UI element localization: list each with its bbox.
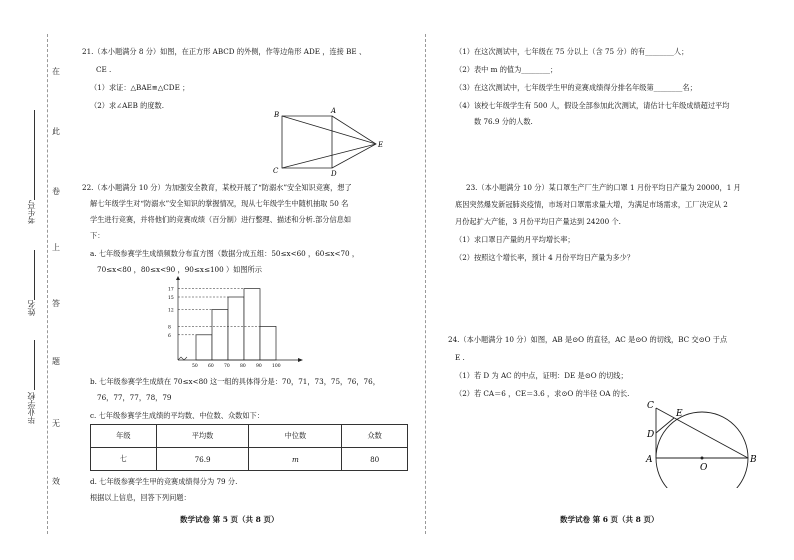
table-header-cell: 平均数: [156, 425, 249, 448]
frequency-histogram: [166, 276, 306, 368]
q23-line3: 月份起扩大产能，3 月份平均日产量达到 24200 个.: [455, 217, 621, 226]
school-label: 毕业学校: [27, 392, 36, 424]
q22-part4-line1: （4）该校七年级学生有 500 人，假设全部参加此次测试，请估计七年级成绩超过平均: [455, 101, 730, 110]
q23-part2: （2）按照这个增长率，预计 4 月份平均日产量为多少？: [455, 253, 635, 262]
binding-char: 无: [52, 419, 60, 428]
binding-char: 答: [52, 299, 60, 308]
q22-a-line2: 70≤x<80 ，80≤x<90 ，90≤x≤100 ）如图所示: [97, 265, 262, 274]
segment-ce: [282, 144, 376, 168]
table-cell: m: [249, 448, 342, 471]
label-e: E: [378, 141, 384, 149]
histogram-bar: [196, 335, 212, 360]
page-divider: [425, 34, 426, 534]
table-cell: 七: [91, 448, 157, 471]
q22-line1: 22.（本小题满分 10 分）为加强安全教育，某校开展了“防溺水”安全知识竞赛，想了: [82, 183, 352, 192]
label-a: A: [646, 455, 653, 465]
label-d: D: [647, 430, 655, 440]
label-b: B: [750, 455, 757, 465]
name-line: [34, 250, 35, 300]
q22-line3: 学生进行竞赛，并将他们的竞赛成绩（百分制）进行整理、描述和分析.部分信息如: [90, 215, 352, 224]
center-point: [701, 457, 704, 460]
x-axis-arrow: [298, 358, 303, 362]
y-tick-label: 12: [168, 308, 174, 314]
histogram-bar: [212, 310, 228, 360]
x-tick-label: 100: [272, 364, 281, 368]
histogram-bar: [260, 326, 276, 360]
x-tick-label: 60: [208, 364, 214, 368]
table-header-cell: 中位数: [249, 425, 342, 448]
q23-line1: 23.（本小题满分 10 分）某口罩生产厂生产的口罩 1 月份平均日产量为 20000，1 月: [466, 183, 741, 192]
label-c: C: [273, 167, 279, 175]
q22-d-line: d. 七年级参赛学生甲的竞赛成绩得分为 79 分.: [90, 477, 238, 486]
x-tick-label: 70: [224, 364, 230, 368]
exam-no-label: 考生号: [27, 200, 36, 224]
label-d: D: [331, 170, 337, 178]
segment-be: [282, 116, 376, 144]
binding-dashed-line: [47, 34, 48, 534]
binding-char: 在: [52, 67, 60, 76]
label-b: B: [274, 111, 280, 119]
x-tick-label: 50: [192, 364, 198, 368]
q22-c-line: c. 七年级参赛学生成绩的平均数、中位数、众数如下：: [90, 411, 264, 420]
table-cell: 76.9: [156, 448, 249, 471]
binding-char: 此: [52, 127, 60, 136]
y-tick-label: 6: [168, 333, 171, 339]
name-label: 姓名: [27, 300, 36, 316]
circle-tangent-figure: [644, 396, 762, 488]
label-o: O: [700, 463, 708, 473]
q22-a-line1: a. 七年级参赛学生成绩频数分布直方图（数据分成五组：50≤x<60 ，60≤x<70 ，: [90, 249, 360, 258]
stats-table: [90, 424, 408, 471]
square-triangle-figure: [268, 106, 392, 178]
y-tick-label: 17: [168, 287, 174, 293]
q22-part4-line2: 数 76.9 分的人数.: [474, 117, 533, 126]
x-tick-label: 90: [256, 364, 262, 368]
binding-char: 效: [52, 477, 60, 486]
q21-part1: （1）求证：△BAE≌△CDE ；: [90, 83, 190, 92]
q24-line1: 24.（本小题满分 10 分）如图，AB 是⊙O 的直径，AC 是⊙O 的切线，BC 交⊙O 于点: [448, 335, 728, 344]
q22-line4: 下：: [90, 231, 105, 240]
exam-no-line: [34, 110, 35, 200]
binding-char: 上: [52, 243, 60, 252]
q22-part3: （3）在这次测试中，七年级学生甲的竞赛成绩得分排名年级第________名；: [455, 83, 697, 92]
table-header-row: [91, 425, 408, 448]
q24-part2: （2）若 CA＝6 ，CE＝3.6 ，求⊙O 的半径 OA 的长.: [455, 389, 630, 398]
y-tick-label: 8: [168, 325, 171, 331]
q23-line2: 底因突然爆发新冠肺炎疫情，市场对口罩需求量大增，为满足市场需求，工厂决定从 2: [455, 200, 728, 209]
q22-end-line: 根据以上信息，回答下列问题：: [90, 493, 191, 502]
segment-bc: [656, 408, 748, 458]
binding-char: 题: [52, 357, 60, 366]
q22-b-line1: b. 七年级参赛学生成绩在 70≤x<80 这一组的具体得分是：70，71，73，75，76，76，: [90, 377, 380, 386]
q21-part2: （2）求∠AEB 的度数.: [90, 101, 165, 110]
q21-line2: CE .: [96, 65, 112, 74]
histogram-bar: [228, 297, 244, 360]
school-line: [34, 340, 35, 390]
q22-part1: （1）在这次测试中，七年级在 75 分以上（含 75 分）的有________人；: [455, 47, 689, 56]
table-header-cell: 年级: [91, 425, 157, 448]
left-page-footer: 数学试卷 第 5 页（共 8 页）: [180, 515, 279, 524]
table-row: [91, 448, 408, 471]
table-header-cell: 众数: [342, 425, 408, 448]
q21-line1: 21.（本小题满分 8 分）如图，在正方形 ABCD 的外侧，作等边角形 ADE ，连接 BE 、: [82, 47, 367, 56]
label-e: E: [676, 409, 683, 419]
x-tick-label: 80: [240, 364, 246, 368]
y-tick-label: 15: [168, 296, 174, 301]
q23-part1: （1）求口罩日产量的月平均增长率；: [455, 235, 575, 244]
y-axis-arrow: [176, 276, 180, 280]
table-cell: 80: [342, 448, 408, 471]
axis-break: [178, 357, 187, 360]
q24-part1: （1）若 D 为 AC 的中点，证明：DE 是⊙O 的切线；: [455, 371, 628, 380]
right-page-footer: 数学试卷 第 6 页（共 8 页）: [560, 515, 659, 524]
q22-part2: （2）表中 m 的值为________；: [455, 65, 558, 74]
q24-line2: E .: [455, 353, 465, 362]
q22-b-line2: 76，77，77，78，79: [97, 393, 172, 402]
label-c: C: [647, 401, 654, 411]
histogram-bar: [244, 289, 260, 360]
binding-char: 卷: [52, 187, 60, 196]
q22-line2: 解七年级学生对“防溺水”安全知识的掌握情况，现从七年级学生中随机抽取 50 名: [90, 199, 349, 208]
label-a: A: [331, 107, 337, 115]
